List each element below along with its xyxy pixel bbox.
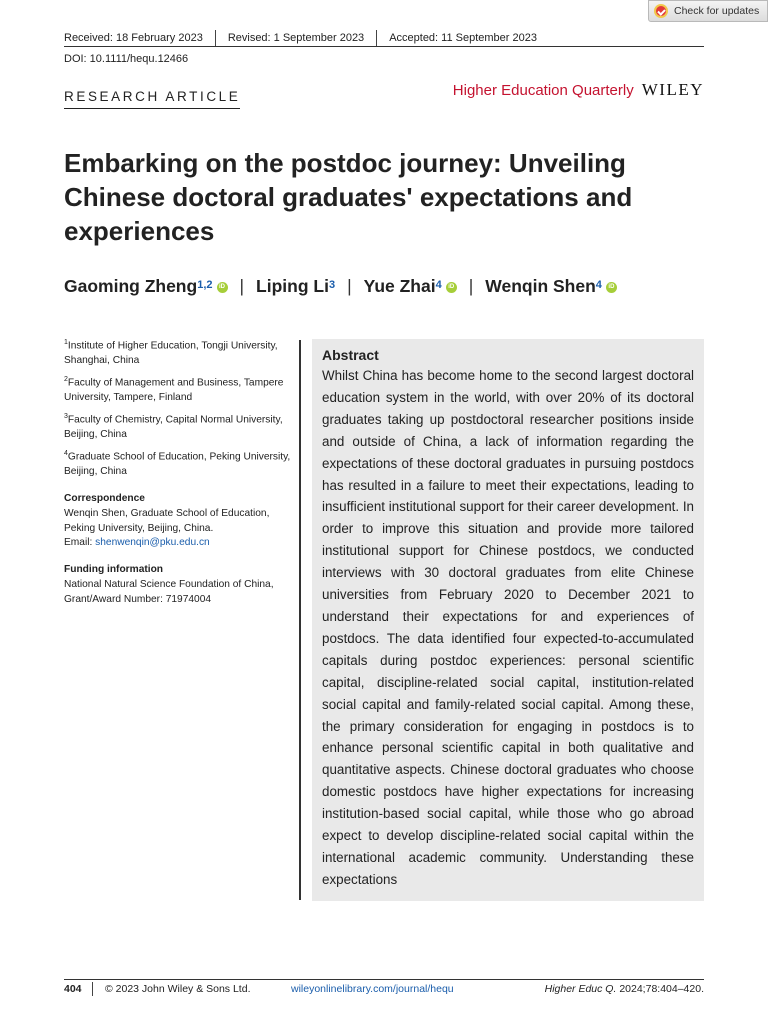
- author-separator: |: [347, 276, 352, 296]
- funding-text: National Natural Science Foundation of China, Grant/Award Number: 71974004: [64, 578, 274, 605]
- author-name[interactable]: Yue Zhai: [363, 276, 436, 296]
- affiliation-text: Faculty of Chemistry, Capital Normal University, Beijing, China: [64, 414, 283, 441]
- doi: DOI: 10.1111/hequ.12466: [64, 53, 189, 65]
- side-column: [64, 336, 292, 608]
- accepted-date: Accepted: 11 September 2023: [389, 31, 537, 44]
- orcid-icon[interactable]: iD: [606, 282, 617, 293]
- check-updates-label: Check for updates: [674, 5, 760, 17]
- author-affiliation-link[interactable]: 1,2: [197, 278, 213, 291]
- abstract-text: Whilst China has become home to the second largest doctoral education system in the world, with over 20% of its doctoral graduates taking up postdoctoral researcher positions inside and outside of China, a lack of information regarding the expectations of these doctoral graduates in pursuing postdocs has resulted in a failure to meet their expectations, leading to insufficient institutional support for their career development. In order to improve this situation and provide more tailored institutional support for Chinese postdocs, we conducted interviews with 30 doctoral graduates from elite Chinese universities from February 2020 to December 2021 to understand their expectations for and experiences of postdocs. The data identified four expected-to-accumulated capitals during postdoc experiences: personal scientific capital, discipline-related social capital, institution-related social capital and family-related social capital. Among these, the primary consideration for engaging in postdocs is to enhance personal scientific capital in both qualitative and quantitative aspects. Chinese doctoral graduates who choose domestic postdocs have higher expectations for increasing institution-based social capital, while those who go abroad expect to develop discipline-related social capital within the international academic community. Understanding these expectations: [322, 368, 694, 887]
- affiliation: [64, 447, 292, 480]
- affiliation: [64, 336, 292, 369]
- affiliation: [64, 373, 292, 406]
- abstract-heading: Abstract: [322, 347, 379, 363]
- correspondence-text: [64, 507, 292, 551]
- divider: [92, 982, 93, 996]
- affiliation-number: 1: [64, 339, 68, 346]
- author-name[interactable]: Gaoming Zheng: [64, 276, 198, 296]
- page-footer: [64, 979, 704, 997]
- affiliation: [64, 410, 292, 443]
- affiliation-number: 2: [64, 375, 68, 383]
- check-for-updates-button[interactable]: [648, 0, 768, 22]
- orcid-icon[interactable]: iD: [217, 282, 228, 293]
- correspondence-address: Wenqin Shen, Graduate School of Education, Peking University, Beijing, China.: [64, 507, 270, 534]
- author-separator: |: [239, 276, 245, 296]
- author-separator: |: [468, 276, 474, 296]
- email-link[interactable]: shenwenqin@pku.edu.cn: [95, 537, 210, 549]
- affiliation-text: Graduate School of Education, Peking University, Beijing, China: [64, 451, 291, 478]
- column-divider: [299, 340, 301, 900]
- journal-branding: [453, 80, 704, 100]
- funding-heading: Funding information: [64, 564, 164, 576]
- affiliation-number: 3: [64, 412, 68, 420]
- abstract-box: [312, 339, 704, 901]
- article-title: Embarking on the postdoc journey: Unveiling Chinese doctoral graduates' expectations and experiences: [64, 148, 633, 246]
- journal-url-link[interactable]: wileyonlinelibrary.com/journal/hequ: [291, 982, 454, 995]
- orcid-icon[interactable]: iD: [446, 282, 457, 293]
- email-label: Email:: [64, 537, 96, 549]
- correspondence-heading: Correspondence: [64, 492, 145, 504]
- revised-date: Revised: 1 September 2023: [227, 31, 365, 44]
- author-affiliation-link[interactable]: 4: [595, 278, 602, 291]
- received-date: Received: 18 February 2023: [64, 31, 203, 44]
- author-list: [64, 276, 714, 297]
- history-dates: [64, 29, 704, 47]
- affiliation-text: Faculty of Management and Business, Tampere University, Tampere, Finland: [64, 377, 284, 404]
- divider: [376, 30, 377, 46]
- page-number: 404: [64, 982, 82, 995]
- affiliation-number: 4: [64, 449, 68, 457]
- author-affiliation-link[interactable]: 4: [435, 278, 442, 291]
- journal-name[interactable]: Higher Education Quarterly: [452, 82, 634, 99]
- author-affiliation-link[interactable]: 3: [328, 278, 336, 291]
- copyright: © 2023 John Wiley & Sons Ltd.: [105, 982, 251, 995]
- citation-journal: Higher Educ Q.: [544, 982, 617, 995]
- check-updates-icon: [654, 4, 668, 18]
- article-type: RESEARCH ARTICLE: [64, 89, 240, 109]
- affiliation-text: Institute of Higher Education, Tongji University, Shanghai, China: [64, 340, 278, 367]
- citation: [545, 983, 704, 995]
- divider: [215, 30, 216, 46]
- author-name[interactable]: Liping Li: [256, 276, 329, 296]
- author-name[interactable]: Wenqin Shen: [485, 276, 596, 296]
- publisher-logo: WILEY: [641, 80, 704, 99]
- citation-details: 2024;78:404–420.: [616, 982, 704, 995]
